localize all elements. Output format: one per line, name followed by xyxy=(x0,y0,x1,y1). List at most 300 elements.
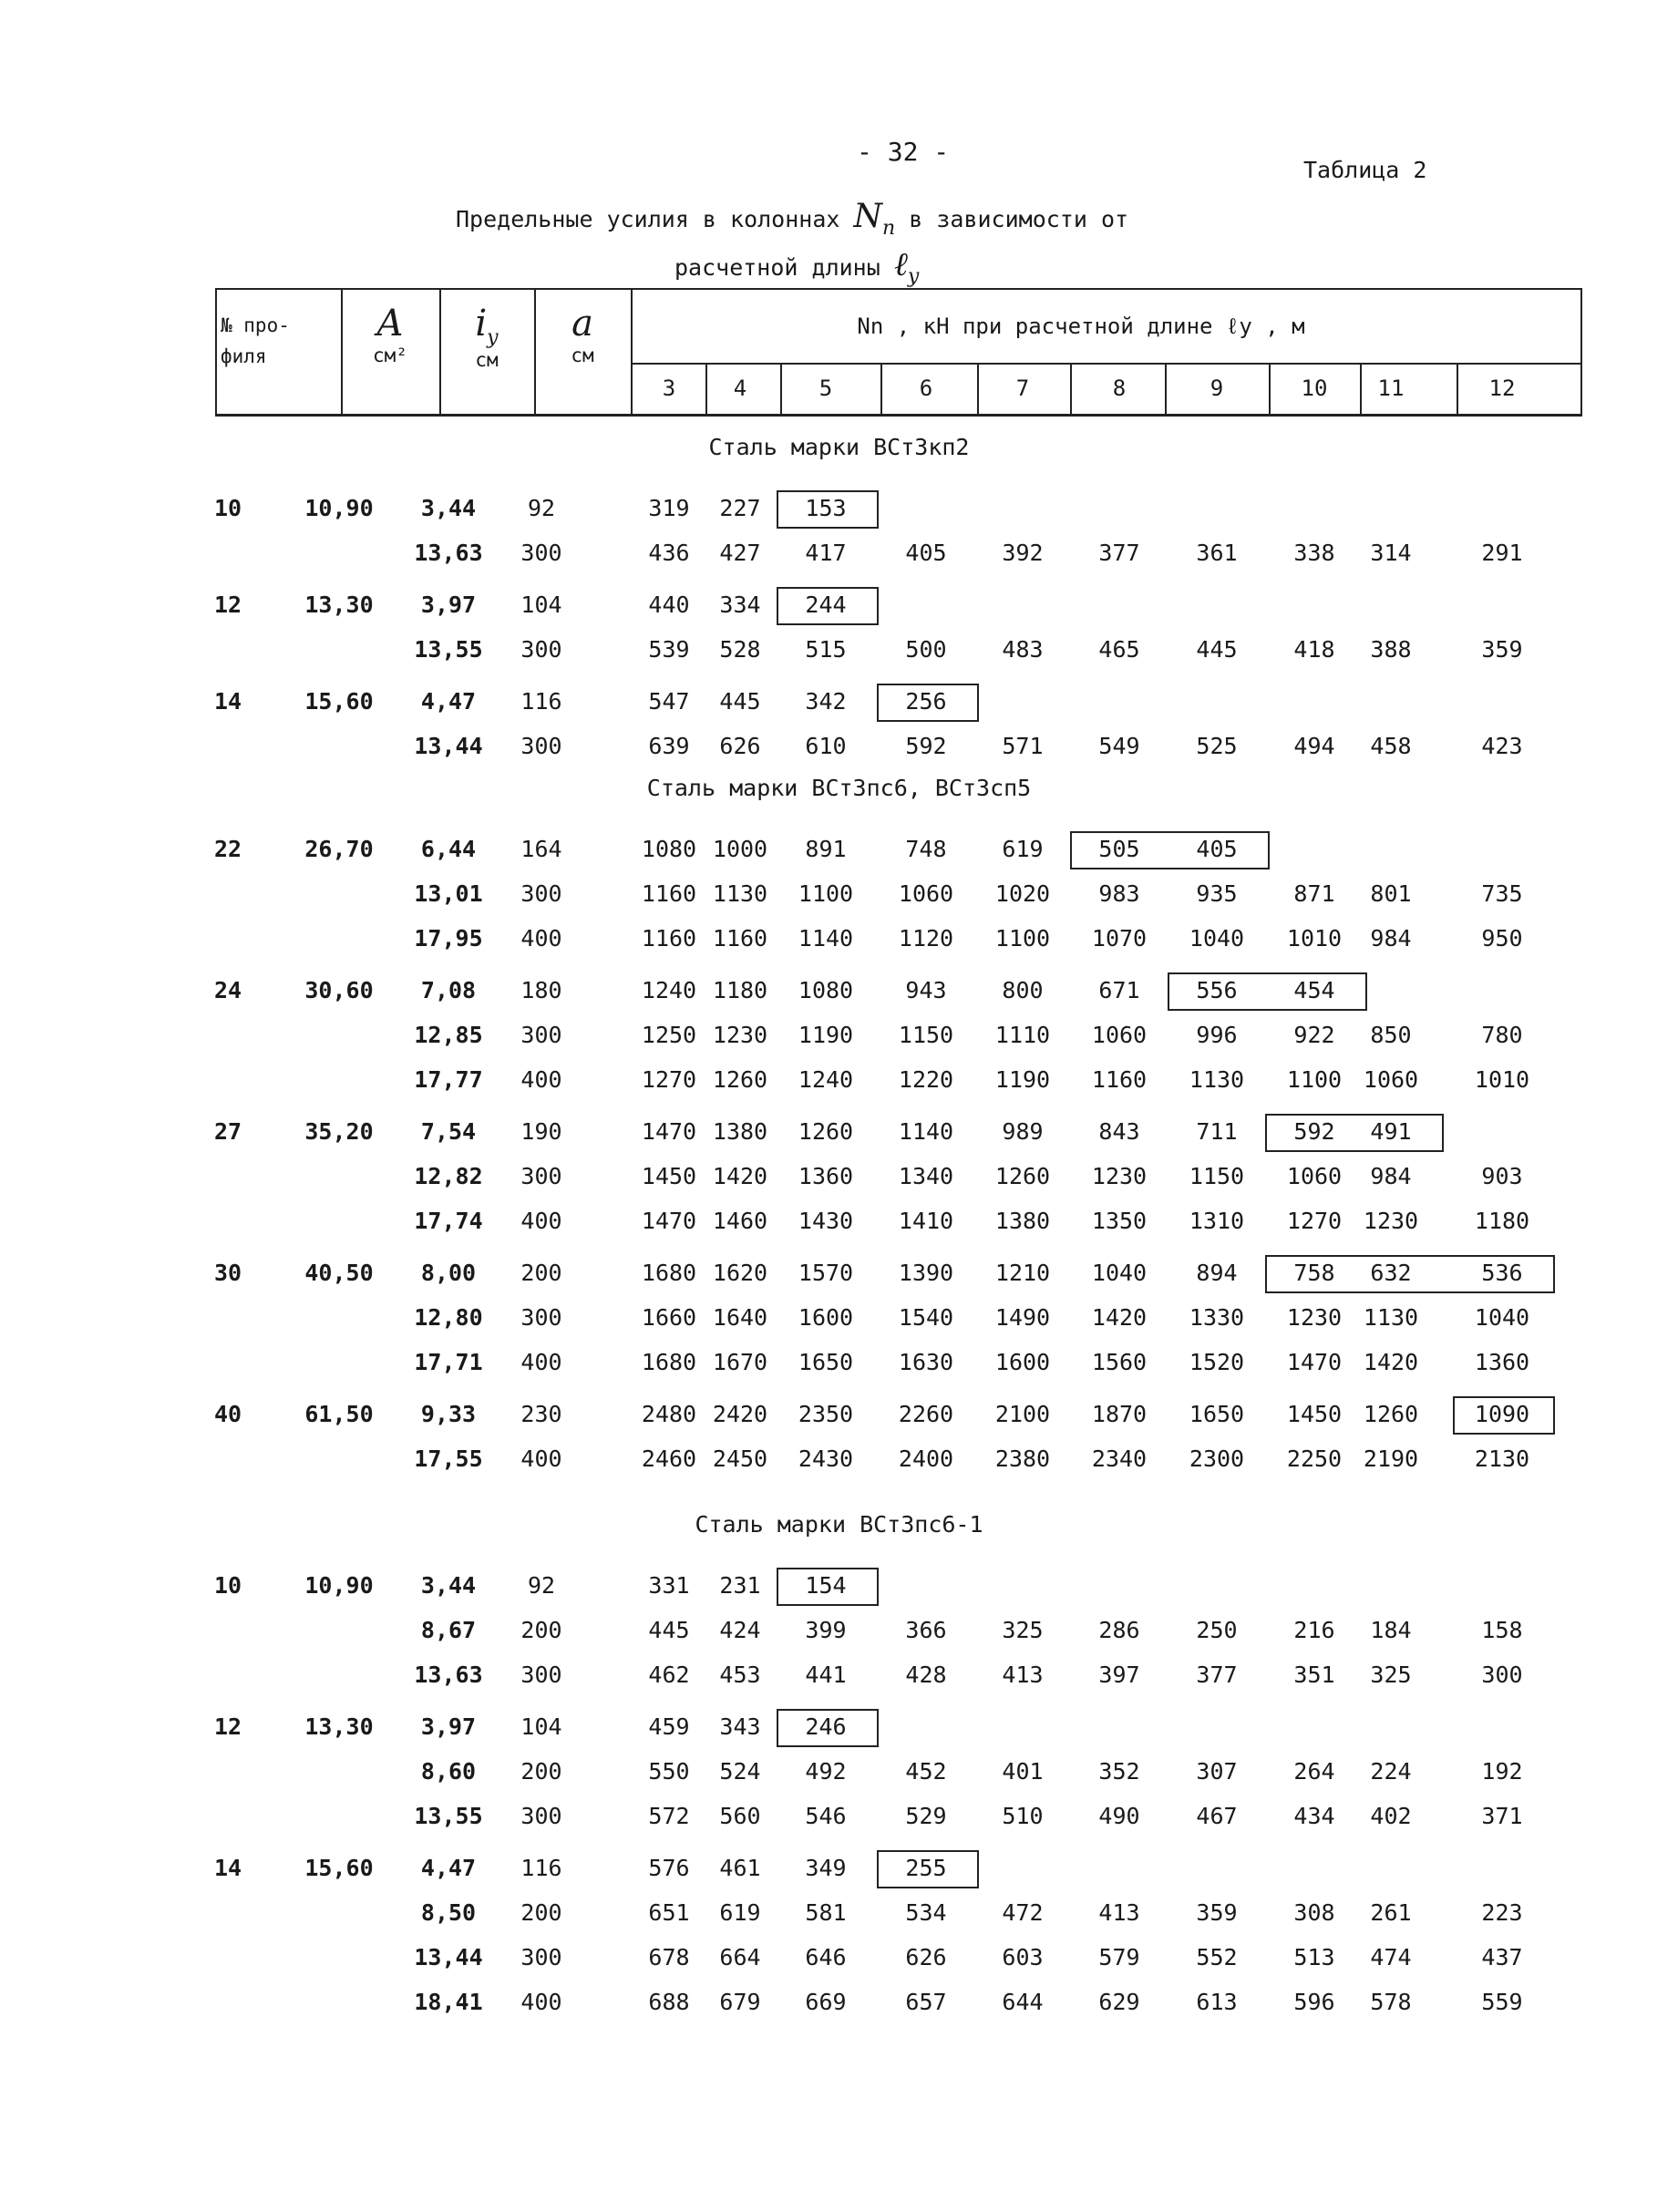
force-value: 319 xyxy=(648,495,690,521)
radius-value: 6,44 xyxy=(420,836,477,862)
force-value: 596 xyxy=(1293,1989,1335,2015)
force-value: 525 xyxy=(1196,733,1238,759)
header-radius: $i_y$ см xyxy=(475,303,499,371)
force-value: 1180 xyxy=(1474,1208,1530,1234)
force-value: 688 xyxy=(648,1989,690,2015)
force-value: 1680 xyxy=(641,1349,697,1375)
force-value: 735 xyxy=(1481,880,1523,907)
table-row xyxy=(0,1393,1678,1436)
force-value: 629 xyxy=(1098,1989,1140,2015)
force-value: 352 xyxy=(1098,1758,1140,1785)
table-row xyxy=(0,917,1678,961)
force-value: 1470 xyxy=(641,1208,697,1234)
area-value: 35,20 xyxy=(304,1118,374,1145)
force-value: 539 xyxy=(648,636,690,663)
force-value: 418 xyxy=(1293,636,1335,663)
force-value: 613 xyxy=(1196,1989,1238,2015)
a-value: 92 xyxy=(527,1572,556,1599)
force-value: 388 xyxy=(1370,636,1412,663)
force-value: 1450 xyxy=(1286,1401,1343,1427)
force-value: 1470 xyxy=(641,1118,697,1145)
force-value: 581 xyxy=(805,1899,847,1926)
table-row xyxy=(0,1847,1678,1890)
radius-value: 13,55 xyxy=(414,636,483,663)
force-value: 1420 xyxy=(1091,1304,1148,1331)
force-value: 423 xyxy=(1481,733,1523,759)
force-value: 657 xyxy=(905,1989,947,2015)
title-text-2: в зависимости от xyxy=(909,206,1129,232)
a-value: 300 xyxy=(520,1304,562,1331)
force-value: 1490 xyxy=(994,1304,1051,1331)
radius-value: 7,08 xyxy=(420,977,477,1003)
radius-value: 17,95 xyxy=(414,925,483,952)
force-value: 1230 xyxy=(712,1022,768,1048)
force-value: 2460 xyxy=(641,1446,697,1472)
radius-value: 8,50 xyxy=(420,1899,477,1926)
header-length-9: 9 xyxy=(1210,376,1224,401)
table-row xyxy=(0,1609,1678,1652)
force-value: 2480 xyxy=(641,1401,697,1427)
force-value: 437 xyxy=(1481,1944,1523,1970)
highlight-box xyxy=(1168,972,1367,1011)
force-value: 626 xyxy=(719,733,761,759)
highlight-box xyxy=(877,684,979,722)
force-value: 1600 xyxy=(994,1349,1051,1375)
force-value: 950 xyxy=(1481,925,1523,952)
force-value: 1150 xyxy=(898,1022,954,1048)
a-value: 300 xyxy=(520,540,562,566)
force-value: 154 xyxy=(805,1572,847,1599)
force-value: 2300 xyxy=(1189,1446,1245,1472)
a-value: 180 xyxy=(520,977,562,1003)
force-value: 903 xyxy=(1481,1163,1523,1189)
force-value: 1540 xyxy=(898,1304,954,1331)
header-area: A см² xyxy=(373,303,407,366)
a-value: 164 xyxy=(520,836,562,862)
force-value: 1230 xyxy=(1286,1304,1343,1331)
force-value: 1330 xyxy=(1189,1304,1245,1331)
force-value: 1660 xyxy=(641,1304,697,1331)
force-value: 646 xyxy=(805,1944,847,1970)
force-value: 1130 xyxy=(1189,1066,1245,1093)
force-value: 1040 xyxy=(1189,925,1245,952)
force-value: 669 xyxy=(805,1989,847,2015)
force-value: 922 xyxy=(1293,1022,1335,1048)
force-value: 1090 xyxy=(1474,1401,1530,1427)
force-value: 1620 xyxy=(712,1260,768,1286)
table-row xyxy=(0,1891,1678,1935)
force-value: 1180 xyxy=(712,977,768,1003)
radius-value: 17,71 xyxy=(414,1349,483,1375)
force-value: 619 xyxy=(719,1899,761,1926)
force-value: 224 xyxy=(1370,1758,1412,1785)
page-number: - 32 - xyxy=(857,137,950,167)
table-row xyxy=(0,1296,1678,1340)
force-value: 1570 xyxy=(798,1260,854,1286)
force-value: 1450 xyxy=(641,1163,697,1189)
force-value: 192 xyxy=(1481,1758,1523,1785)
force-value: 377 xyxy=(1196,1662,1238,1688)
force-value: 1350 xyxy=(1091,1208,1148,1234)
force-value: 843 xyxy=(1098,1118,1140,1145)
force-value: 413 xyxy=(1098,1899,1140,1926)
table-row xyxy=(0,1058,1678,1102)
highlight-box xyxy=(777,490,879,529)
force-value: 984 xyxy=(1370,1163,1412,1189)
radius-value: 4,47 xyxy=(420,688,477,715)
a-value: 200 xyxy=(520,1758,562,1785)
area-value: 15,60 xyxy=(304,688,374,715)
force-value: 1060 xyxy=(898,880,954,907)
force-value: 1140 xyxy=(798,925,854,952)
force-value: 1260 xyxy=(798,1118,854,1145)
highlight-box xyxy=(1070,831,1270,869)
force-value: 366 xyxy=(905,1617,947,1643)
force-value: 1460 xyxy=(712,1208,768,1234)
table-row xyxy=(0,1795,1678,1838)
force-value: 1250 xyxy=(641,1022,697,1048)
force-value: 871 xyxy=(1293,880,1335,907)
a-value: 200 xyxy=(520,1260,562,1286)
a-value: 400 xyxy=(520,1989,562,2015)
force-value: 515 xyxy=(805,636,847,663)
force-value: 491 xyxy=(1370,1118,1412,1145)
force-value: 2340 xyxy=(1091,1446,1148,1472)
force-value: 1140 xyxy=(898,1118,954,1145)
force-value: 494 xyxy=(1293,733,1335,759)
radius-value: 8,67 xyxy=(420,1617,477,1643)
force-value: 1230 xyxy=(1363,1208,1419,1234)
force-value: 2350 xyxy=(798,1401,854,1427)
force-value: 1430 xyxy=(798,1208,854,1234)
force-value: 231 xyxy=(719,1572,761,1599)
force-value: 490 xyxy=(1098,1803,1140,1829)
force-value: 474 xyxy=(1370,1944,1412,1970)
profile-number: 10 xyxy=(213,495,242,521)
force-value: 1650 xyxy=(798,1349,854,1375)
force-value: 1410 xyxy=(898,1208,954,1234)
force-value: 679 xyxy=(719,1989,761,2015)
force-value: 2450 xyxy=(712,1446,768,1472)
force-value: 559 xyxy=(1481,1989,1523,2015)
a-value: 400 xyxy=(520,925,562,952)
force-value: 1160 xyxy=(641,880,697,907)
profile-number: 24 xyxy=(213,977,242,1003)
force-value: 1060 xyxy=(1363,1066,1419,1093)
table-row xyxy=(0,1341,1678,1384)
force-value: 651 xyxy=(648,1899,690,1926)
force-value: 342 xyxy=(805,688,847,715)
force-value: 536 xyxy=(1481,1260,1523,1286)
table-row xyxy=(0,872,1678,916)
force-value: 308 xyxy=(1293,1899,1335,1926)
force-value: 1230 xyxy=(1091,1163,1148,1189)
force-value: 427 xyxy=(719,540,761,566)
a-value: 190 xyxy=(520,1118,562,1145)
force-value: 610 xyxy=(805,733,847,759)
force-value: 401 xyxy=(1002,1758,1044,1785)
radius-value: 13,01 xyxy=(414,880,483,907)
a-value: 116 xyxy=(520,688,562,715)
radius-value: 18,41 xyxy=(414,1989,483,2015)
force-value: 2430 xyxy=(798,1446,854,1472)
force-value: 184 xyxy=(1370,1617,1412,1643)
highlight-box xyxy=(1453,1396,1555,1435)
force-value: 392 xyxy=(1002,540,1044,566)
force-value: 989 xyxy=(1002,1118,1044,1145)
force-value: 1240 xyxy=(798,1066,854,1093)
radius-value: 4,47 xyxy=(420,1855,477,1881)
a-value: 92 xyxy=(527,495,556,521)
force-value: 325 xyxy=(1002,1617,1044,1643)
force-value: 2190 xyxy=(1363,1446,1419,1472)
force-value: 1060 xyxy=(1091,1022,1148,1048)
header-length-10: 10 xyxy=(1301,376,1328,401)
radius-value: 12,82 xyxy=(414,1163,483,1189)
force-value: 343 xyxy=(719,1713,761,1740)
force-value: 250 xyxy=(1196,1617,1238,1643)
area-value: 15,60 xyxy=(304,1855,374,1881)
force-value: 465 xyxy=(1098,636,1140,663)
header-length-12: 12 xyxy=(1488,376,1516,401)
force-value: 678 xyxy=(648,1944,690,1970)
force-value: 547 xyxy=(648,688,690,715)
table-title xyxy=(456,199,1276,295)
force-value: 524 xyxy=(719,1758,761,1785)
force-value: 2400 xyxy=(898,1446,954,1472)
a-value: 300 xyxy=(520,1944,562,1970)
a-value: 300 xyxy=(520,880,562,907)
force-value: 397 xyxy=(1098,1662,1140,1688)
force-value: 935 xyxy=(1196,880,1238,907)
force-value: 417 xyxy=(805,540,847,566)
force-value: 454 xyxy=(1293,977,1335,1003)
force-value: 402 xyxy=(1370,1803,1412,1829)
force-value: 1260 xyxy=(994,1163,1051,1189)
table-row xyxy=(0,1653,1678,1697)
force-value: 894 xyxy=(1196,1260,1238,1286)
force-value: 1390 xyxy=(898,1260,954,1286)
force-value: 1010 xyxy=(1286,925,1343,952)
a-value: 400 xyxy=(520,1208,562,1234)
table-row xyxy=(0,1437,1678,1481)
force-value: 2100 xyxy=(994,1401,1051,1427)
force-value: 440 xyxy=(648,592,690,618)
force-value: 1190 xyxy=(798,1022,854,1048)
force-value: 291 xyxy=(1481,540,1523,566)
force-value: 1270 xyxy=(641,1066,697,1093)
force-value: 1380 xyxy=(712,1118,768,1145)
force-value: 556 xyxy=(1196,977,1238,1003)
header-span: Nn , кН при расчетной длине ℓy , м xyxy=(857,314,1305,339)
force-value: 307 xyxy=(1196,1758,1238,1785)
table-row xyxy=(0,1936,1678,1980)
force-value: 483 xyxy=(1002,636,1044,663)
force-value: 572 xyxy=(648,1803,690,1829)
header-length-4: 4 xyxy=(733,376,747,401)
force-value: 578 xyxy=(1370,1989,1412,2015)
force-value: 552 xyxy=(1196,1944,1238,1970)
force-value: 1040 xyxy=(1474,1304,1530,1331)
table-row xyxy=(0,531,1678,575)
force-value: 405 xyxy=(1196,836,1238,862)
force-value: 1130 xyxy=(712,880,768,907)
force-value: 1020 xyxy=(994,880,1051,907)
force-value: 671 xyxy=(1098,977,1140,1003)
force-value: 1080 xyxy=(798,977,854,1003)
a-value: 300 xyxy=(520,636,562,663)
force-value: 334 xyxy=(719,592,761,618)
force-value: 472 xyxy=(1002,1899,1044,1926)
force-value: 579 xyxy=(1098,1944,1140,1970)
force-value: 338 xyxy=(1293,540,1335,566)
force-value: 711 xyxy=(1196,1118,1238,1145)
force-value: 1340 xyxy=(898,1163,954,1189)
header-a: a см xyxy=(571,303,594,366)
force-value: 546 xyxy=(805,1803,847,1829)
force-value: 626 xyxy=(905,1944,947,1970)
a-value: 300 xyxy=(520,1163,562,1189)
force-value: 325 xyxy=(1370,1662,1412,1688)
a-value: 300 xyxy=(520,733,562,759)
force-value: 1110 xyxy=(994,1022,1051,1048)
table-row xyxy=(0,1199,1678,1243)
force-value: 534 xyxy=(905,1899,947,1926)
force-value: 1130 xyxy=(1363,1304,1419,1331)
section-title: Сталь марки ВСт3пс6-1 xyxy=(695,1511,983,1538)
profile-number: 40 xyxy=(213,1401,242,1427)
table-row xyxy=(0,680,1678,724)
force-value: 560 xyxy=(719,1803,761,1829)
force-value: 2260 xyxy=(898,1401,954,1427)
force-value: 441 xyxy=(805,1662,847,1688)
header-length-8: 8 xyxy=(1112,376,1127,401)
force-value: 1560 xyxy=(1091,1349,1148,1375)
force-value: 492 xyxy=(805,1758,847,1785)
area-value: 13,30 xyxy=(304,592,374,618)
header-length-5: 5 xyxy=(818,376,833,401)
force-value: 1080 xyxy=(641,836,697,862)
force-value: 1160 xyxy=(641,925,697,952)
radius-value: 13,63 xyxy=(414,540,483,566)
force-value: 1220 xyxy=(898,1066,954,1093)
force-value: 1600 xyxy=(798,1304,854,1331)
force-value: 550 xyxy=(648,1758,690,1785)
force-value: 639 xyxy=(648,733,690,759)
force-value: 1010 xyxy=(1474,1066,1530,1093)
radius-value: 7,54 xyxy=(420,1118,477,1145)
area-value: 10,90 xyxy=(304,495,374,521)
force-value: 664 xyxy=(719,1944,761,1970)
force-value: 644 xyxy=(1002,1989,1044,2015)
force-value: 445 xyxy=(719,688,761,715)
table-row xyxy=(0,628,1678,672)
a-value: 400 xyxy=(520,1066,562,1093)
a-value: 104 xyxy=(520,1713,562,1740)
radius-value: 17,74 xyxy=(414,1208,483,1234)
force-value: 984 xyxy=(1370,925,1412,952)
force-value: 592 xyxy=(905,733,947,759)
table-row xyxy=(0,1750,1678,1794)
force-value: 261 xyxy=(1370,1899,1412,1926)
force-value: 1270 xyxy=(1286,1208,1343,1234)
force-value: 801 xyxy=(1370,880,1412,907)
force-value: 1100 xyxy=(1286,1066,1343,1093)
force-value: 1160 xyxy=(1091,1066,1148,1093)
force-value: 983 xyxy=(1098,880,1140,907)
profile-number: 14 xyxy=(213,688,242,715)
force-value: 445 xyxy=(1196,636,1238,663)
force-value: 1360 xyxy=(1474,1349,1530,1375)
profile-number: 27 xyxy=(213,1118,242,1145)
force-value: 314 xyxy=(1370,540,1412,566)
a-value: 300 xyxy=(520,1662,562,1688)
force-value: 462 xyxy=(648,1662,690,1688)
force-value: 1650 xyxy=(1189,1401,1245,1427)
force-value: 2420 xyxy=(712,1401,768,1427)
force-value: 619 xyxy=(1002,836,1044,862)
force-value: 1420 xyxy=(712,1163,768,1189)
radius-value: 13,63 xyxy=(414,1662,483,1688)
highlight-box xyxy=(777,1568,879,1606)
force-value: 780 xyxy=(1481,1022,1523,1048)
force-value: 1520 xyxy=(1189,1349,1245,1375)
radius-value: 13,44 xyxy=(414,733,483,759)
force-value: 377 xyxy=(1098,540,1140,566)
table-row xyxy=(0,1013,1678,1057)
force-value: 255 xyxy=(905,1855,947,1881)
force-value: 428 xyxy=(905,1662,947,1688)
force-value: 153 xyxy=(805,495,847,521)
profile-number: 22 xyxy=(213,836,242,862)
title-n-symbol: $N_n$ xyxy=(853,198,896,241)
force-value: 264 xyxy=(1293,1758,1335,1785)
force-value: 1100 xyxy=(798,880,854,907)
force-value: 1630 xyxy=(898,1349,954,1375)
force-value: 2380 xyxy=(994,1446,1051,1472)
table-header xyxy=(215,288,1582,417)
radius-value: 3,97 xyxy=(420,1713,477,1740)
force-value: 1120 xyxy=(898,925,954,952)
table-row xyxy=(0,1155,1678,1199)
force-value: 850 xyxy=(1370,1022,1412,1048)
force-value: 1380 xyxy=(994,1208,1051,1234)
force-value: 632 xyxy=(1370,1260,1412,1286)
highlight-box xyxy=(1265,1114,1444,1152)
force-value: 1640 xyxy=(712,1304,768,1331)
a-value: 116 xyxy=(520,1855,562,1881)
force-value: 349 xyxy=(805,1855,847,1881)
force-value: 603 xyxy=(1002,1944,1044,1970)
section-title: Сталь марки ВСт3пс6, ВСт3сп5 xyxy=(646,775,1032,801)
title-text-3: расчетной длины xyxy=(674,254,880,282)
radius-value: 17,55 xyxy=(414,1446,483,1472)
force-value: 996 xyxy=(1196,1022,1238,1048)
title-l-symbol: ℓ$_y$ xyxy=(893,246,920,289)
force-value: 453 xyxy=(719,1662,761,1688)
header-profile: № про- филя xyxy=(221,314,290,367)
force-value: 1100 xyxy=(994,925,1051,952)
radius-value: 12,80 xyxy=(414,1304,483,1331)
profile-number: 14 xyxy=(213,1855,242,1881)
area-value: 26,70 xyxy=(304,836,374,862)
force-value: 1680 xyxy=(641,1260,697,1286)
force-value: 1470 xyxy=(1286,1349,1343,1375)
area-value: 30,60 xyxy=(304,977,374,1003)
force-value: 361 xyxy=(1196,540,1238,566)
force-value: 549 xyxy=(1098,733,1140,759)
force-value: 1190 xyxy=(994,1066,1051,1093)
